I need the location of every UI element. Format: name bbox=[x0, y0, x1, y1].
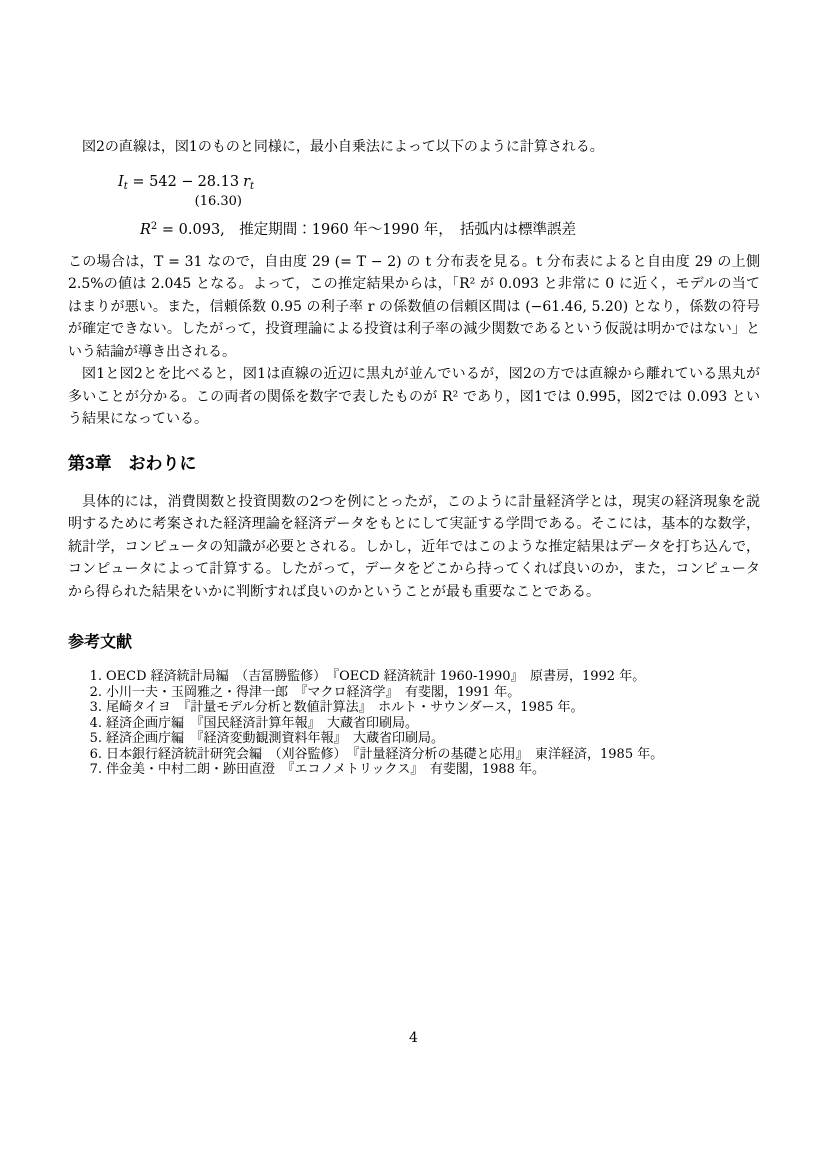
reference-text: 小川一夫・玉岡雅之・得津一郎 『マクロ経済学』 有斐閣，1991 年。 bbox=[106, 684, 521, 700]
chapter-heading: 第3章 おわりに bbox=[68, 453, 197, 473]
coefficient-with-se bbox=[194, 172, 243, 209]
reference-text: 伴金美・中村二朗・跡田直澄 『エコノメトリックス』 有斐閣，1988 年。 bbox=[106, 762, 546, 777]
math-sub-t: t bbox=[123, 180, 128, 192]
intro-paragraph: 図2の直線は，図1のものと同様に，最小自乗法によって以下のように計算される。 bbox=[82, 139, 604, 155]
r-squared-line bbox=[140, 217, 760, 240]
body-paragraph-2: 図1と図2とを比べると，図1は直線の近辺に黒丸が並んでいるが，図2の方では直線から離れている黒丸が多いことが分かる。この両者の関係を数字で表したものが R² であり，図1では 0.995，図2では 0.093 という結果になっている。 bbox=[68, 366, 760, 427]
standard-error-value: (16.30) bbox=[194, 193, 243, 209]
coefficient-value: 28.13 bbox=[197, 173, 240, 190]
reference-text: 経済企画庁編 『経済変動観測資料年報』 大蔵省印刷局。 bbox=[106, 731, 445, 746]
references-list bbox=[68, 669, 760, 778]
reference-item bbox=[84, 762, 760, 778]
references-heading: 参考文献 bbox=[68, 634, 133, 651]
reference-item bbox=[84, 685, 760, 701]
reference-item bbox=[84, 700, 760, 716]
math-var-R: R bbox=[140, 221, 151, 238]
reference-text: 経済企画庁編 『国民経済計算年報』 大蔵省印刷局。 bbox=[106, 715, 419, 731]
equation-line-investment bbox=[118, 172, 760, 209]
body-paragraph-1: この場合は，T = 31 なので，自由度 29 (= T − 2) の t 分布表を見る。t 分布表によると自由度 29 の上側 2.5%の値は 2.045 となる。よって，この推定結果からは，「R² が 0.093 と非常に 0 に近く，モデルの当てはまりが悪い。また，信頼係数 0.95 の利子率 r の係数値の信頼区間は (−61.46, 5.20) となり，係数の符号が確定できない。したがって，投資理論による投資は利子率の減少関数であるという仮説は明かではない」という結論が導き出される。 bbox=[68, 253, 760, 360]
reference-text: 日本銀行経済統計研究会編 （刈谷監修） 『計量経済分析の基礎と応用』 東洋経済，1985 年。 bbox=[106, 746, 664, 762]
r-squared-details: = 0.093, 推定期間：1960 年～1990 年， 括弧内は標準誤差 bbox=[157, 221, 577, 238]
math-sup-2: 2 bbox=[150, 220, 158, 232]
reference-text: 尾崎タイヨ 『計量モデル分析と数値計算法』 ホルト・サウンダース，1985 年。 bbox=[106, 700, 584, 715]
reference-number: 1. bbox=[89, 669, 102, 684]
reference-number: 3. bbox=[89, 700, 102, 715]
reference-item bbox=[84, 731, 760, 747]
reference-number: 6. bbox=[89, 746, 102, 762]
reference-number: 5. bbox=[89, 731, 102, 746]
page-footer bbox=[0, 1030, 827, 1046]
math-sub-t2: t bbox=[250, 180, 255, 192]
reference-text: OECD 経済統計局編 （吉冨勝監修） 『OECD 経済統計 1960-1990』 原書房，1992 年。 bbox=[106, 669, 646, 684]
reference-item bbox=[84, 716, 760, 732]
reference-number: 4. bbox=[89, 715, 102, 731]
reference-number: 7. bbox=[89, 762, 102, 777]
regression-equation-block bbox=[118, 172, 760, 240]
page-number: 4 bbox=[409, 1030, 418, 1046]
reference-number: 2. bbox=[89, 684, 102, 700]
math-var-I: I bbox=[118, 173, 124, 190]
reference-item bbox=[84, 747, 760, 763]
math-var-r: r bbox=[243, 173, 251, 190]
chapter-paragraph: 具体的には，消費関数と投資関数の2つを例にとったが，このように計量経済学とは，現実の経済現象を説明するために考案された経済理論を経済データをもとにして実証する学問である。そこには，基本的な数学，統計学，コンピュータの知識が必要とされる。しかし，近年ではこのような推定結果はデータを打ち込んで，コンピュータによって計算する。したがって，データをどこから持ってくれば良いのか，また，コンピュータから得られた結果をいかに判断すれば良いのかということが最も重要なことである。 bbox=[68, 493, 760, 600]
page-content bbox=[68, 136, 760, 778]
reference-item bbox=[84, 669, 760, 685]
equation-mid: = 542 − bbox=[127, 173, 194, 190]
